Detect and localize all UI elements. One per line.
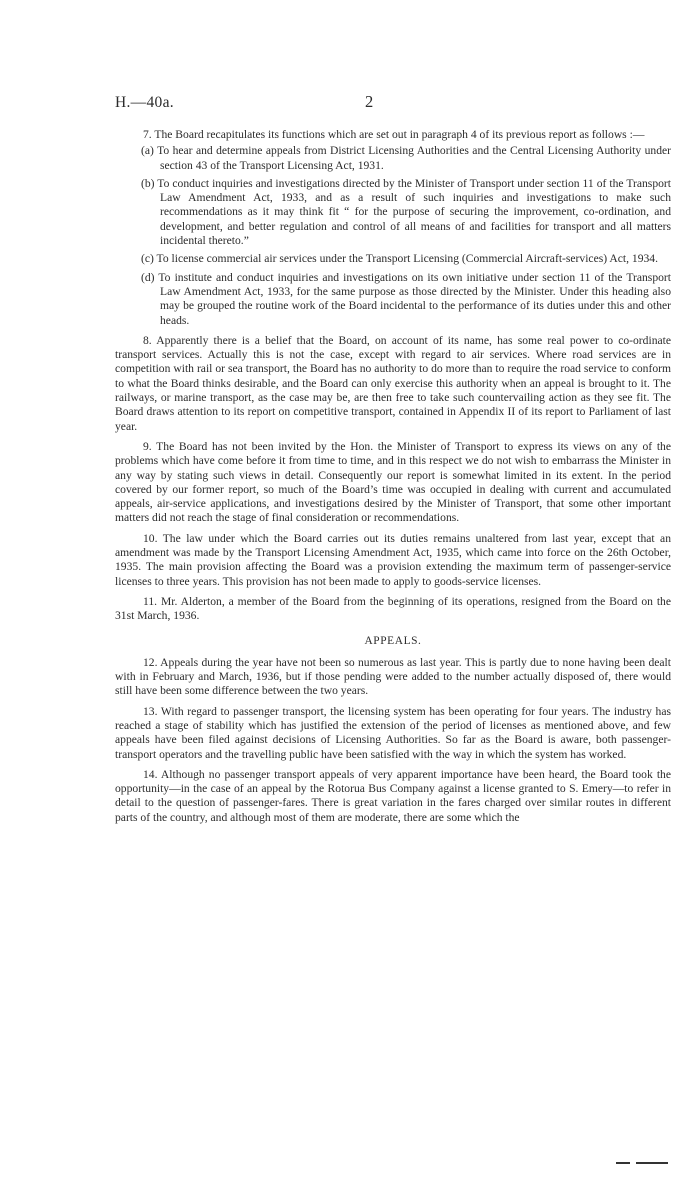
list-item-a: (a) To hear and determine appeals from District Licensing Authorities and the Central Licensing Authority under section 43 of the Transport Licensing Act, 1931. <box>141 144 671 172</box>
paragraph-14: 14. Although no passenger transport appeals of very apparent importance have been heard, the Board took the opportunity—in the case of an appeal by the Rotorua Bus Company against a license granted to S. Emery—to refer in detail to the question of passenger-fares. There is great variation in the fares charged over similar routes in different parts of the country, and although most of them are moderate, there are some which the <box>115 767 671 824</box>
paragraph-13: 13. With regard to passenger transport, the licensing system has been operating for four years. The industry has reached a stage of stability which has justified the extension of the period of licenses as mentioned above, and few appeals have been filed against decisions of Licensing Authorities. So far as the Board is aware, both passenger-transport operators and the travelling public have been satisfied with the way in which the system has worked. <box>115 704 671 761</box>
list-item-b: (b) To conduct inquiries and investigations directed by the Minister of Transport under section 11 of the Transport Law Amendment Act, 1933, and as a result of such inquiries and investigations to make such recommendations as it may think fit “ for the purpose of securing the improvement, co-ordination, and development, and better regulation and control of all means of and facilities for transport and all matters incidental thereto.” <box>141 176 671 248</box>
paragraph-12: 12. Appeals during the year have not been so numerous as last year. This is partly due to none having been dealt with in February and March, 1936, but if those pending were added to the number actually disposed of, there would still have been some difference between the two years. <box>115 655 671 698</box>
paragraph-11: 11. Mr. Alderton, a member of the Board from the beginning of its operations, resigned from the Board on the 31st March, 1936. <box>115 594 671 623</box>
list-item-c: (c) To license commercial air services under the Transport Licensing (Commercial Aircraft-services) Act, 1934. <box>141 252 658 266</box>
section-heading-appeals: APPEALS. <box>364 634 422 647</box>
list-item-d: (d) To institute and conduct inquiries and investigations on its own initiative under section 11 of the Transport Law Amendment Act, 1933, for the same purpose as those directed by the Minister. Under this heading also may be grouped the routine work of the Board incidental to the performance of its duties under this and other heads. <box>141 270 671 327</box>
printer-mark <box>616 1162 670 1165</box>
paragraph-9: 9. The Board has not been invited by the Hon. the Minister of Transport to express its views on any of the problems which have come before it from time to time, and in this respect we do not wish to embarrass the Minister in any way by stating such views in detail. Consequently our report is somewhat limited in its extent. In the period covered by our former report, so much of the Board’s time was occupied in dealing with current and accumulated appeals, air-service applications, and investigations desired by the Minister of Transport, that some other important matters did not reach the stage of final consideration or recommendations. <box>115 439 671 525</box>
paragraph-10: 10. The law under which the Board carries out its duties remains unaltered from last year, except that an amendment was made by the Transport Licensing Amendment Act, 1935, which came into force on the 26th October, 1935. The main provision affecting the Board was a provision extending the maximum term of passenger-service licenses to three years. This provision has not been made to apply to goods-service licenses. <box>115 531 671 588</box>
document-body <box>115 128 671 831</box>
document-reference: H.—40a. <box>115 94 174 111</box>
page-number: 2 <box>365 92 374 111</box>
paragraph-7: 7. The Board recapitulates its functions which are set out in paragraph 4 of its previous report as follows :— <box>143 128 645 141</box>
paragraph-8: 8. Apparently there is a belief that the Board, on account of its name, has some real power to co-ordinate transport services. Actually this is not the case, except with regard to air services. Where road services are in competition with rail or sea transport, the Board has no authority to do more than to require the road service to conform to what the Board thinks desirable, and the Board can only exercise this authority when an appeal is brought to it. The railways, or marine transport, as the case may be, are then free to take such countervailing action as they see fit. The Board draws attention to its report on competitive transport, contained in Appendix II of its report to Parliament of last year. <box>115 333 671 433</box>
